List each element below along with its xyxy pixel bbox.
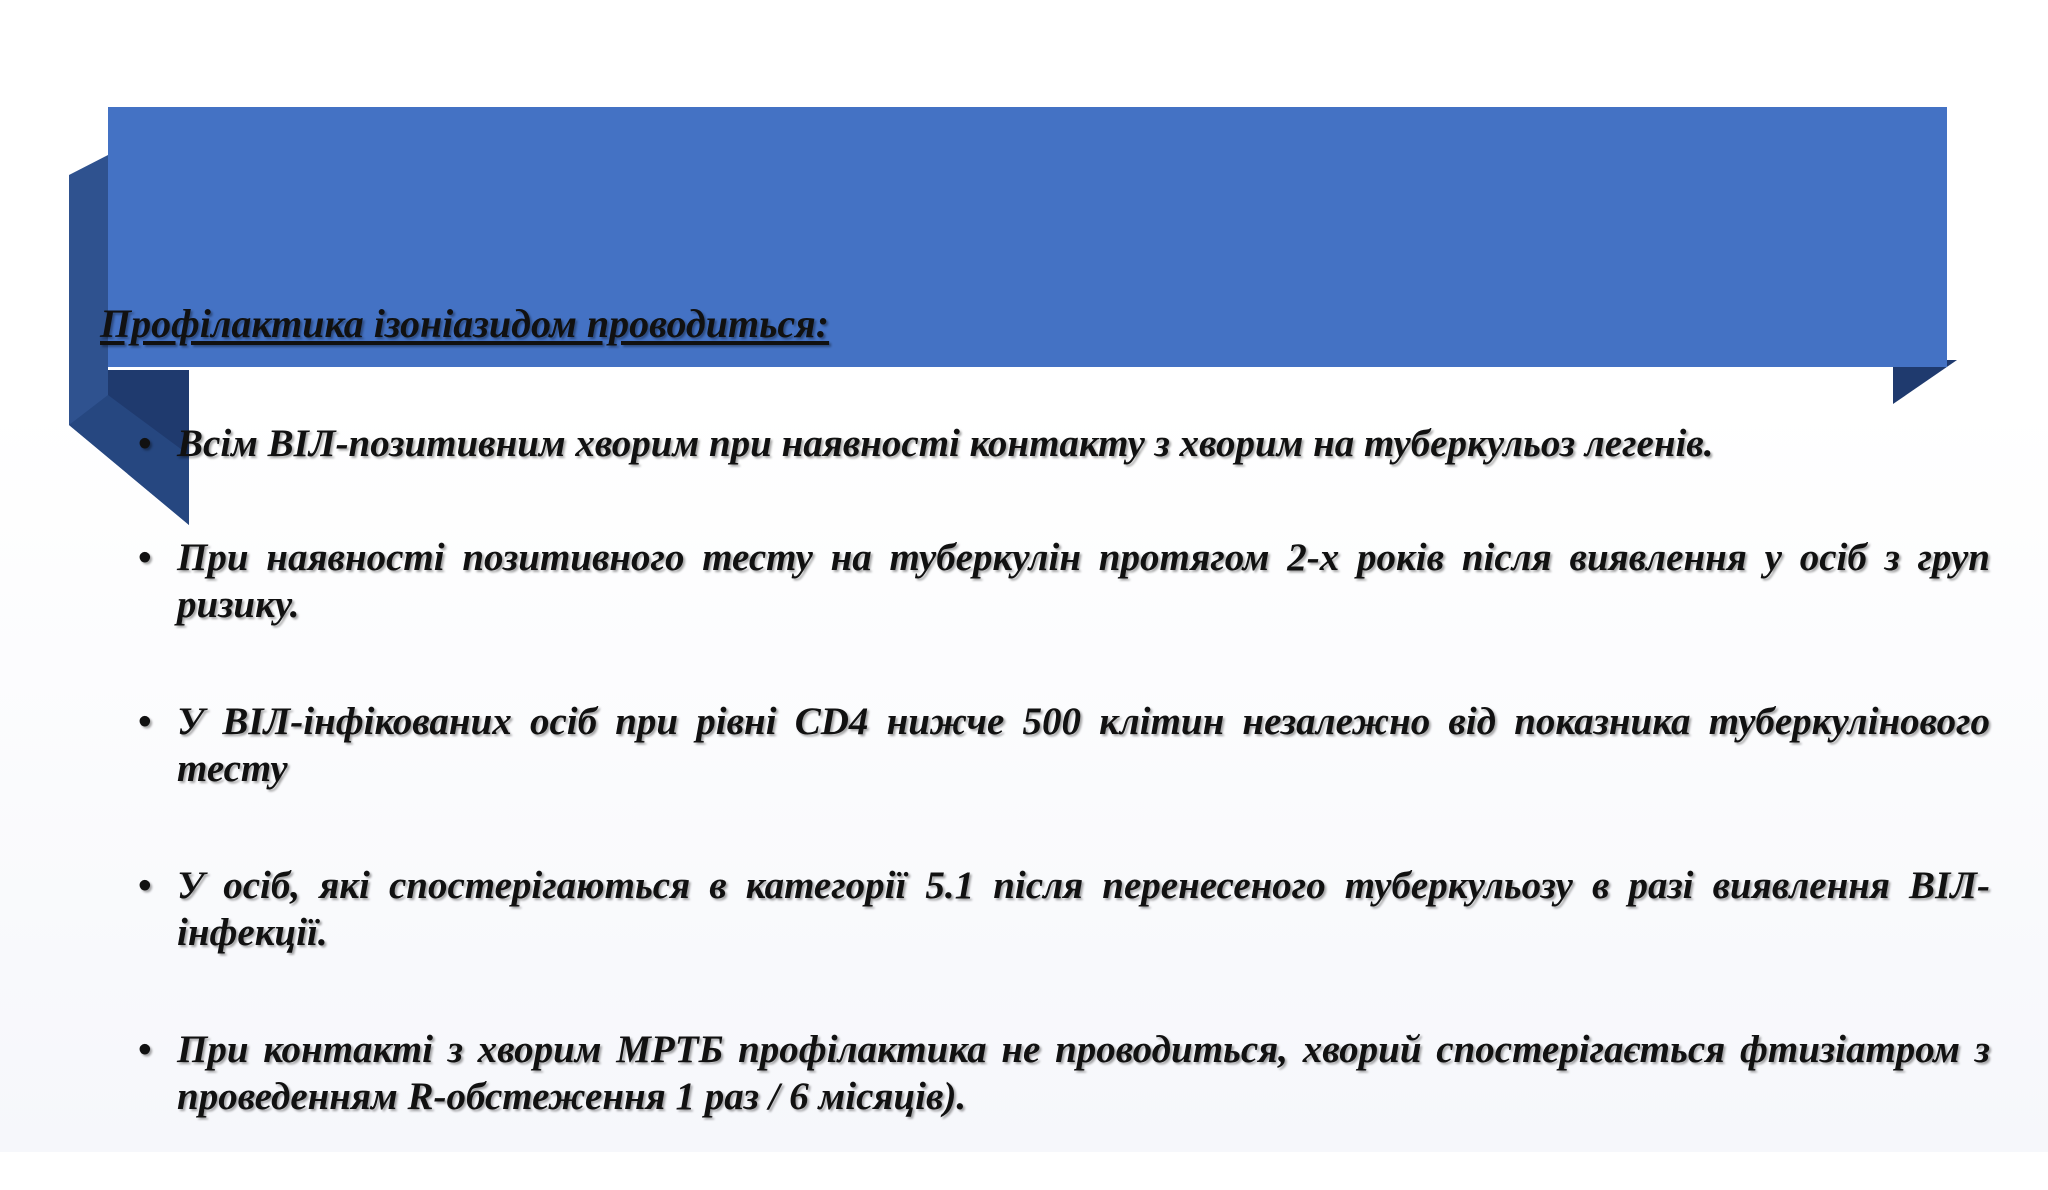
bullet-text: У ВІЛ-інфікованих осіб при рівні CD4 нижче 500 клітин незалежно від показника туберкулінового тесту — [177, 700, 1990, 790]
slide-heading: Профілактика ізоніазидом проводиться: — [100, 301, 830, 346]
bullet-text: Всім ВІЛ-позитивним хворим при наявності контакту з хворим на туберкульоз легенів. — [177, 422, 1714, 465]
list-item — [135, 862, 1990, 956]
list-item — [135, 534, 1990, 628]
bullet-text: При контакті з хворим МРТБ профілактика не проводиться, хворий спостерігається фтизіатром з проведенням R-обстеження 1 раз / 6 місяців). — [177, 1028, 1990, 1118]
list-item — [135, 1026, 1990, 1120]
bullet-icon: • — [138, 422, 152, 465]
bullet-text: У осіб, які спостерігаються в категорії 5.1 після перенесеного туберкульозу в разі виявлення ВІЛ-інфекції. — [177, 864, 1990, 954]
bullet-icon: • — [138, 864, 152, 907]
bullet-icon: • — [138, 1028, 152, 1071]
bullet-text: При наявності позитивного тесту на туберкулін протягом 2-х років після виявлення у осіб з груп ризику. — [177, 536, 1990, 626]
bullet-icon: • — [138, 536, 152, 579]
list-item — [135, 698, 1990, 792]
bullet-icon: • — [138, 700, 152, 743]
list-item — [135, 420, 1990, 467]
bullet-list — [135, 420, 1990, 1190]
